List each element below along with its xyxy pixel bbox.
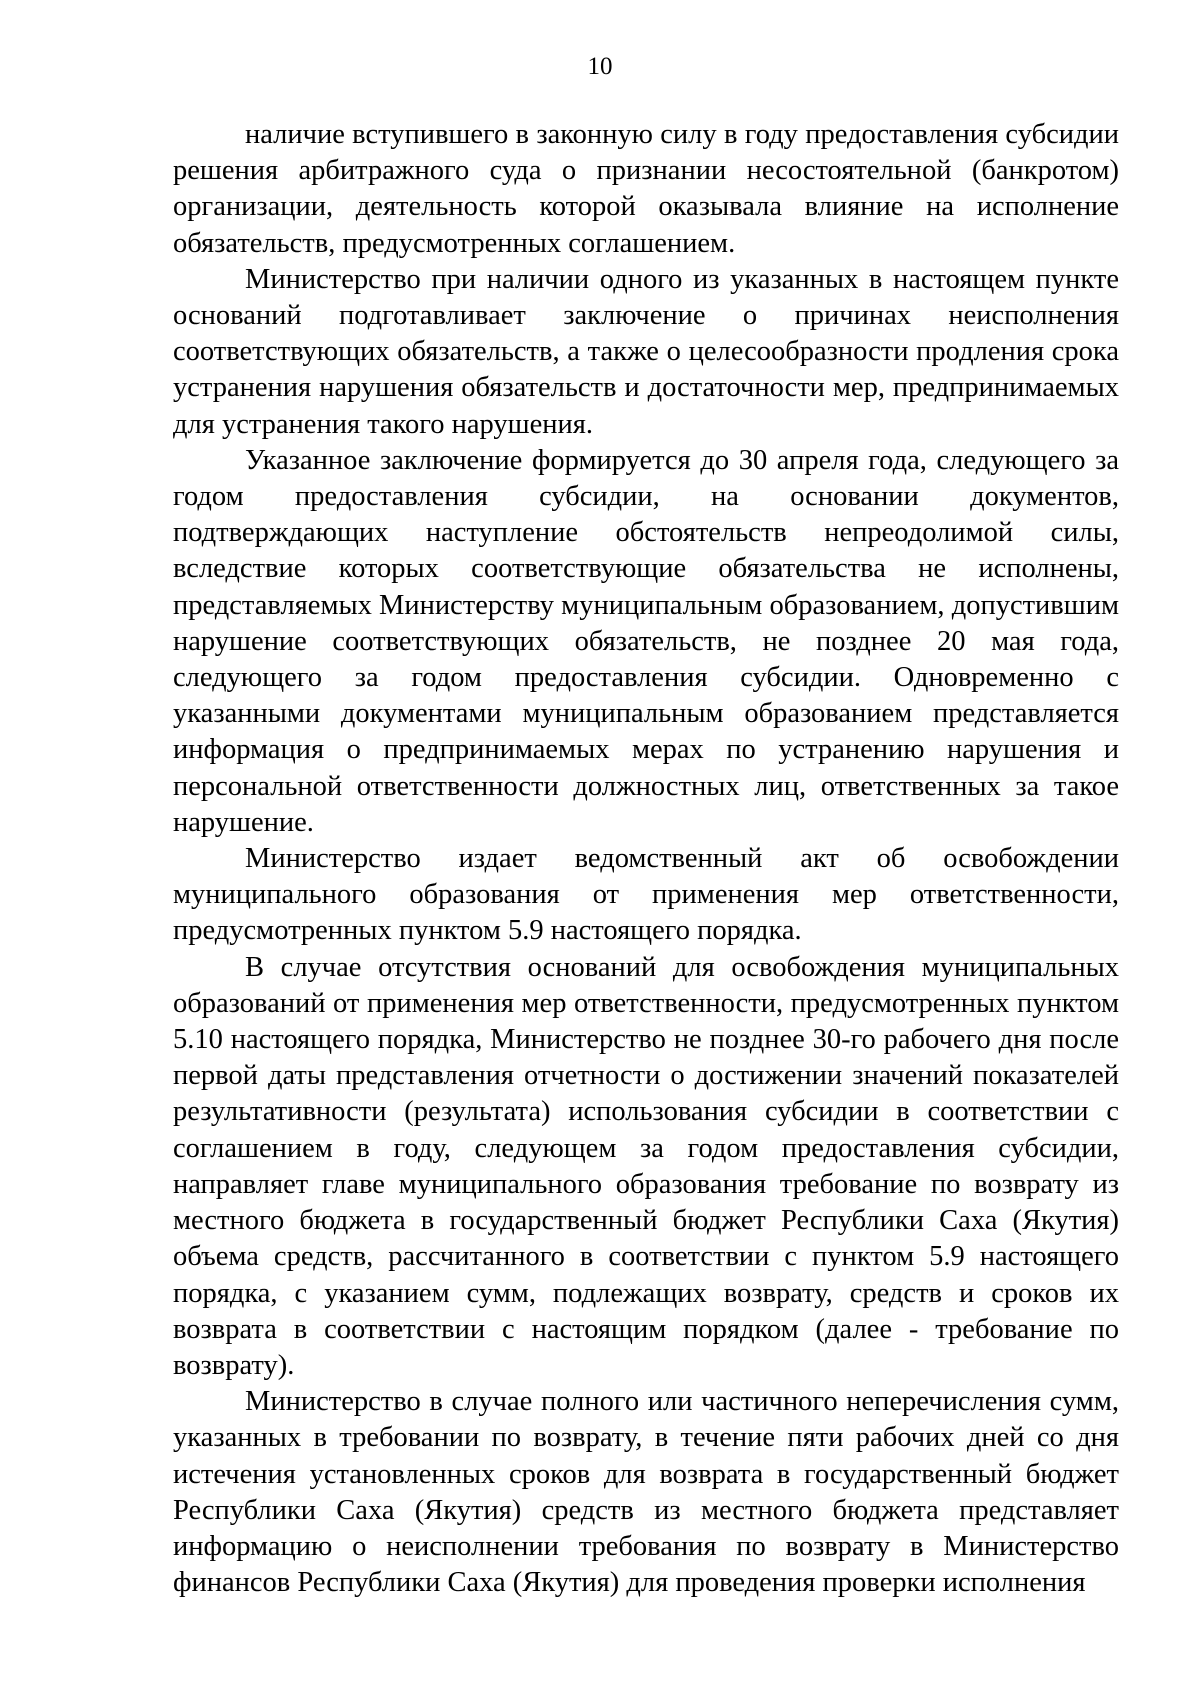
page-number: 10 bbox=[587, 53, 613, 80]
paragraph-ministry-conclusion: Министерство при наличии одного из указанных в настоящем пункте оснований подготавливает заключение о причинах неисполнения соответствующих обязательств, а также о целесообразности продления срока устранения нарушения обязательств и достаточности мер, предпринимаемых для устранения такого нарушения. bbox=[173, 263, 1119, 440]
paragraph-bankruptcy-condition: наличие вступившего в законную силу в году предоставления субсидии решения арбитражного суда о признании несостоятельной (банкротом) организации, деятельность которой оказывала влияние на исполнение обязательств, предусмотренных соглашением. bbox=[173, 119, 1119, 259]
paragraph-conclusion-deadline: Указанное заключение формируется до 30 апреля года, следующего за годом предоставления субсидии, на основании документов, подтверждающих наступление обстоятельств непреодолимой силы, вследствие которых соответствующие обязательства не исполнены, представляемых Министерству муниципальным образованием, допустившим нарушение соответствующих обязательств, не позднее 20 мая года, следующего за годом предоставления субсидии. Одновременно с указанными документами муниципальным образованием представляется информация о предпринимаемых мерах по устранению нарушения и персональной ответственности должностных лиц, ответственных за такое нарушение. bbox=[173, 444, 1119, 838]
paragraph-refund-requirement: В случае отсутствия оснований для освобождения муниципальных образований от применения мер ответственности, предусмотренных пунктом 5.10 настоящего порядка, Министерство не позднее 30-го рабочего дня после первой даты представления отчетности о достижении значений показателей результативности (результата) использования субсидии в соответствии с соглашением в году, следующем за годом предоставления субсидии, направляет главе муниципального образования требование по возврату из местного бюджета в государственный бюджет Республики Саха (Якутия) объема средств, рассчитанного в соответствии с пунктом 5.9 настоящего порядка, с указанием сумм, подлежащих возврату, средств и сроков их возврата в соответствии с настоящим порядком (далее - требование по возврату). bbox=[173, 951, 1119, 1381]
document-body bbox=[173, 117, 1119, 1601]
paragraph-exemption-act: Министерство издает ведомственный акт об освобождении муниципального образования от применения мер ответственности, предусмотренных пунктом 5.9 настоящего порядка. bbox=[173, 843, 1119, 947]
paragraph-non-transfer: Министерство в случае полного или частичного неперечисления сумм, указанных в требовании по возврату, в течение пяти рабочих дней со дня истечения установленных сроков для возврата в государственный бюджет Республики Саха (Якутия) средств из местного бюджета представляет информацию о неисполнении требования по возврату в Министерство финансов Республики Саха (Якутия) для проведения проверки исполнения bbox=[173, 1386, 1119, 1599]
